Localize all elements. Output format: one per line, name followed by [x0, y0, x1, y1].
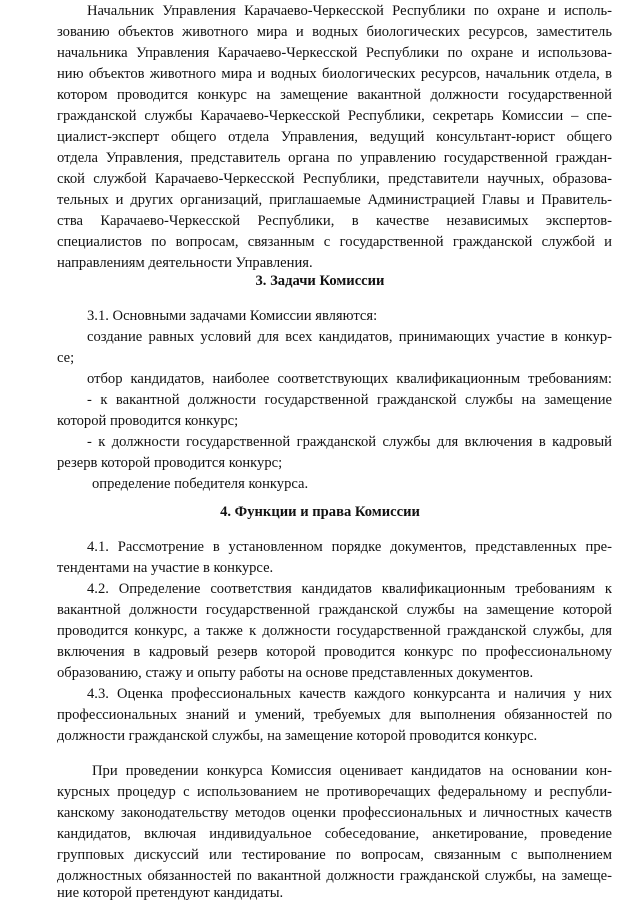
section-heading: 4. Функции и права Комиссии — [220, 504, 420, 520]
text-line: должности гражданской службы, на замещение которой проводится конкурс. — [57, 728, 538, 744]
text-line: 3.1. Основными задачами Комиссии являются: — [87, 308, 378, 324]
text-line: отбор кандидатов, наиболее соответствующих квалификационным требованиям: — [87, 371, 612, 387]
text-line: создание равных условий для всех кандидатов, принимающих участие в конкур- — [87, 329, 612, 345]
text-line: ства Карачаево-Черкесской Республики, в качестве независимых экспертов- — [57, 213, 612, 229]
text-line: начальника Управления Карачаево-Черкесской Республики по охране и использова- — [57, 45, 612, 61]
text-line: - к должности государственной гражданской службы для включения в кадровый — [87, 434, 612, 450]
text-line: образованию, стажу и опыту работы на основе представленных документов. — [57, 665, 534, 681]
text-line: канскому законодательству методов оценки профессиональных и личностных качеств — [57, 805, 612, 821]
text-line: направлениям деятельности Управления. — [57, 255, 313, 271]
text-line: определение победителя конкурса. — [92, 476, 309, 492]
text-line: се; — [57, 350, 75, 366]
text-line: кандидатов, включая индивидуальное собеседование, анкетирование, проведение — [57, 826, 612, 842]
text-line: групповых дискуссий или тестирование по вопросам, связанным с выполнением — [57, 847, 612, 863]
text-line: курсных процедур с использованием не противоречащих федеральному и республи- — [57, 784, 612, 800]
text-line: циалист-эксперт общего отдела Управления, ведущий консультант-юрист общего — [57, 129, 612, 145]
text-line: 4.3. Оценка профессиональных качеств каждого конкурсанта и наличия у них — [87, 686, 612, 702]
text-line: - к вакантной должности государственной гражданской службы на замещение — [87, 392, 612, 408]
text-line: нию объектов животного мира и водных биологических ресурсов, начальник отдела, в — [57, 66, 612, 82]
text-line: гражданской службы Карачаево-Черкесской Республики, секретарь Комиссии – спе- — [57, 108, 612, 124]
text-line: зованию объектов животного мира и водных биологических ресурсов, заместитель — [57, 24, 612, 40]
text-line: Начальник Управления Карачаево-Черкесской Республики по охране и исполь- — [87, 3, 612, 19]
text-line: ние которой претендуют кандидаты. — [57, 885, 284, 901]
text-line: тендентами на участие в конкурсе. — [57, 560, 274, 576]
text-line: ской службой Карачаево-Черкесской Республики, представители научных, образова- — [57, 171, 612, 187]
text-line: должностных обязанностей по вакантной должности гражданской службы, на замеще- — [57, 868, 612, 884]
text-line: резерв которой проводится конкурс; — [57, 455, 283, 471]
text-line: включения в кадровый резерв которой проводится конкурс по профессиональному — [57, 644, 612, 660]
text-line: вакантной должности государственной гражданской службы на замещение которой — [57, 602, 612, 618]
text-line: профессиональных знаний и умений, требуемых для выполнения обязанностей по — [57, 707, 612, 723]
text-line: котором проводится конкурс на замещение вакантной должности государственной — [57, 87, 612, 103]
text-line: тельных и других организаций, приглашаемые Администрацией Главы и Правитель- — [57, 192, 612, 208]
text-line: проводится конкурс, а также к должности государственной гражданской службы, для — [57, 623, 612, 639]
text-line: 4.2. Определение соответствия кандидатов квалификационным требованиям к — [87, 581, 612, 597]
text-line: специалистов по вопросам, связанным с государственной гражданской службой и — [57, 234, 612, 250]
text-line: При проведении конкурса Комиссия оценивает кандидатов на основании кон- — [92, 763, 612, 779]
text-line: 4.1. Рассмотрение в установленном порядке документов, представленных пре- — [87, 539, 612, 555]
text-line: отдела Управления, представитель органа по управлению государственной граждан- — [57, 150, 612, 166]
text-line: которой проводится конкурс; — [57, 413, 239, 429]
section-heading: 3. Задачи Комиссии — [255, 273, 385, 289]
